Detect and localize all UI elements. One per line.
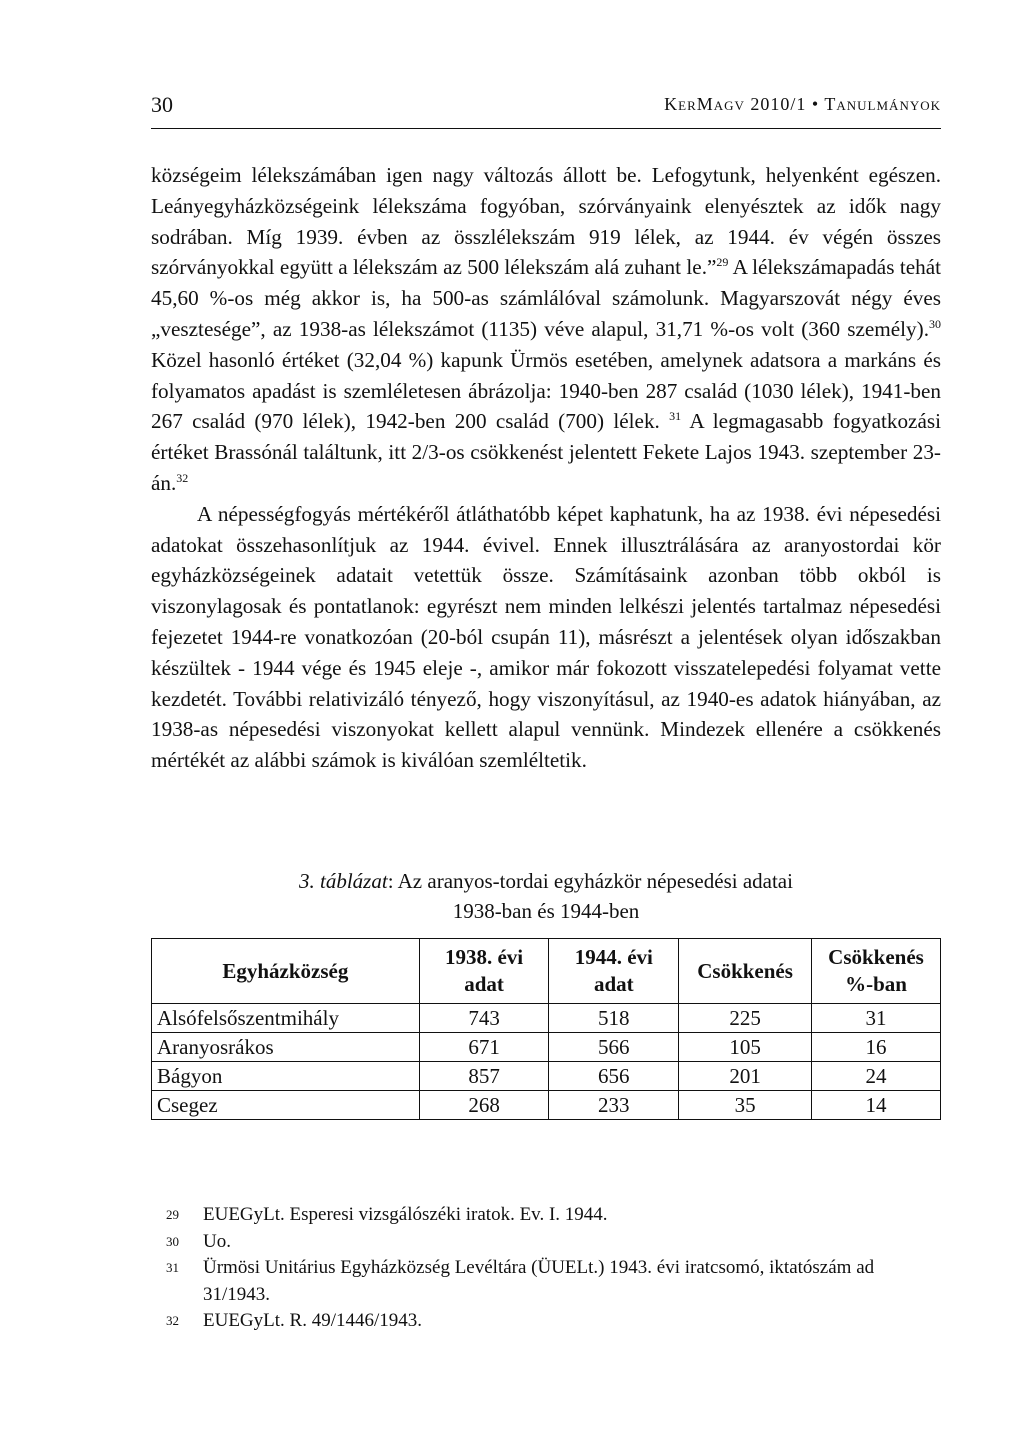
cell-decrease-percent: 24 <box>812 1062 941 1091</box>
table-label: 3. táblázat <box>299 869 388 893</box>
table-row <box>152 1004 941 1033</box>
cell-decrease-percent: 31 <box>812 1004 941 1033</box>
table-row <box>152 1091 941 1120</box>
paragraph-2: A népességfogyás mértékéről átláthatóbb képet kaphatunk, ha az 1938. évi népesedési adatokat összehasonlítjuk az 1944. évivel. Ennek illusztrálására az aranyostordai kör egyházközségeinek adatait vetettük össze. Számításaink azonban több okból is viszonylagosak és pontatlanok: egyrészt nem minden lelkészi jelentés tartalmaz népesedési fejezetet 1944-re vonatkozóan (20-ból csupán 11), másrészt a jelentések olyan időszakban készültek - 1944 vége és 1945 eleje -, amikor már fokozott visszatelepedési folyamat vette kezdetét. További relativizáló tényező, hogy viszonyításul, az 1940-es adatok hiányában, az 1938-as népesedési viszonyokat kellett alapul vennünk. Mindezek ellenére a csökkenés mértékét az alábbi számok is kiválóan szemléltetik. <box>151 501 941 773</box>
footnote-number: 30 <box>166 1233 179 1249</box>
col-header-decrease: Csökkenés <box>679 939 812 1004</box>
cell-decrease: 201 <box>679 1062 812 1091</box>
footnote-ref-31[interactable]: 31 <box>669 409 682 424</box>
cell-parish: Csegez <box>152 1091 420 1120</box>
cell-1938: 743 <box>419 1004 549 1033</box>
cell-decrease-percent: 14 <box>812 1091 941 1120</box>
footnote-32 <box>166 1308 941 1335</box>
footnote-text: Ürmösi Unitárius Egyházközség Levéltára (ÜUELt.) 1943. évi iratcsomó, iktatószám ad 31/1943. <box>203 1257 875 1305</box>
footnote-ref-30[interactable]: 30 <box>929 316 941 331</box>
cell-decrease-percent: 16 <box>812 1033 941 1062</box>
footnote-text: EUEGyLt. Esperesi vizsgálószéki iratok. Ev. I. 1944. <box>203 1204 608 1225</box>
cell-decrease: 225 <box>679 1004 812 1033</box>
footnote-text: EUEGyLt. R. 49/1446/1943. <box>203 1310 423 1331</box>
cell-1938: 857 <box>419 1062 549 1091</box>
col-header-1944: 1944. évi adat <box>549 939 679 1004</box>
footnote-ref-29[interactable]: 29 <box>716 255 729 270</box>
col-header-parish: Egyházközség <box>152 939 420 1004</box>
cell-1944: 656 <box>549 1062 679 1091</box>
cell-1944: 518 <box>549 1004 679 1033</box>
cell-parish: Bágyon <box>152 1062 420 1091</box>
table-row <box>152 1062 941 1091</box>
cell-parish: Alsófelsőszentmihály <box>152 1004 420 1033</box>
footnote-text: Uo. <box>203 1230 231 1252</box>
cell-decrease: 105 <box>679 1033 812 1062</box>
cell-1944: 233 <box>549 1091 679 1120</box>
table-header-row <box>152 939 941 1004</box>
col-header-1938: 1938. évi adat <box>419 939 549 1004</box>
cell-decrease: 35 <box>679 1091 812 1120</box>
table-title-line-1: Az aranyos-tordai egyházkör népesedési adatai <box>393 869 793 893</box>
table-title-line-2: 1938-ban és 1944-ben <box>452 899 640 923</box>
cell-1938: 268 <box>419 1091 549 1120</box>
footnote-30 <box>166 1229 941 1256</box>
footnote-31 <box>166 1255 941 1308</box>
paragraph-1: községeim lélekszámában igen nagy változás állott be. Lefogytunk, helyenként egészen. Leányegyházközségeink lélekszáma fogyóban, szórványaink elenyésztek az idők nagy sodrában. Míg 1939. évben az összlélekszám 919 lélek, az 1944. év végén összes szórványokkal együtt a lélekszám az 500 lélekszám alá zuhant le.”$^{29}$ A lélekszámapadás tehát 45,60 %-os még akkor is, ha 500-as számlálóval számolunk. Magyarszovát négy éves „vesztesége”, az 1938-as lélekszámot (1135) véve alapul, 31,71 %-os volt (360 személy).$^{30}$ Közel hasonló értéket (32,04 %) kapunk Ürmös esetében, amelynek adatsora a markáns és folyamatos apadást is szemléletesen ábrázolja: 1940-ben 287 család (1030 lélek), 1941-ben 267 család (970 lélek), 1942-ben 200 család (700) lélek. $^{31}$ A legmagasabb fogyatkozási értéket Brassónál találtunk, itt 2/3-os csökkenést jelentett Fekete Lajos 1943. szeptember 23-án.$^{32}$ <box>151 163 941 495</box>
footnote-29 <box>166 1202 941 1229</box>
running-head: KerMagv 2010/1 • Tanulmányok <box>664 94 941 114</box>
cell-1938: 671 <box>419 1033 549 1062</box>
footnote-number: 31 <box>166 1260 179 1275</box>
table-row <box>152 1033 941 1062</box>
page-header <box>151 92 941 129</box>
footnote-number: 29 <box>166 1207 179 1222</box>
footnote-ref-32[interactable]: 32 <box>176 470 189 485</box>
population-table <box>151 938 941 1120</box>
footnote-number: 32 <box>166 1313 179 1328</box>
cell-1944: 566 <box>549 1033 679 1062</box>
page-number: 30 <box>151 92 173 117</box>
cell-parish: Aranyosrákos <box>152 1033 420 1062</box>
body-text <box>151 160 941 776</box>
footnotes <box>166 1202 941 1335</box>
table-caption: 3. táblázat: Az aranyos-tordai egyházkör népesedési adatai 1938-ban és 1944-ben <box>151 866 941 926</box>
col-header-decrease-percent: Csökkenés %-ban <box>812 939 941 1004</box>
